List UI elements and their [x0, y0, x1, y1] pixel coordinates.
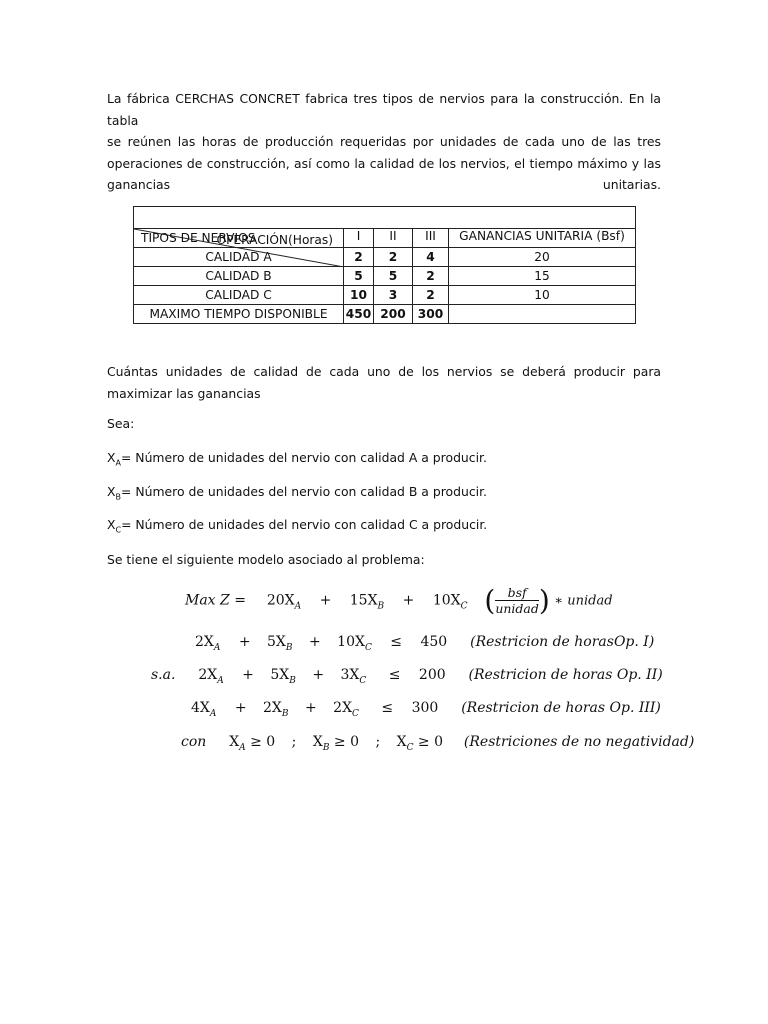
- var-sub: A: [239, 742, 246, 753]
- var-sub: C: [460, 601, 468, 612]
- constraint-note: (Restriciones de no negatividad): [463, 734, 695, 750]
- cell: 10: [449, 286, 636, 305]
- cell: 5: [344, 267, 374, 286]
- col-header-III: III: [413, 229, 449, 248]
- fraction-denominator: unidad: [495, 601, 539, 616]
- unit-tail: ∗ unidad: [554, 593, 613, 609]
- row-label: CALIDAD A: [134, 248, 344, 267]
- cell: 2: [374, 248, 413, 267]
- cell: 450: [344, 305, 374, 324]
- term: X: [396, 734, 407, 750]
- var-sub: A: [115, 458, 121, 468]
- table-title-row: [134, 207, 636, 229]
- col-header-II: II: [374, 229, 413, 248]
- production-table: [133, 206, 636, 324]
- var-sub: C: [359, 675, 367, 686]
- plus: +: [242, 667, 254, 683]
- separator: ;: [375, 734, 381, 750]
- cell: 2: [413, 286, 449, 305]
- definition-xc: [107, 517, 487, 534]
- var-sub: A: [213, 642, 221, 653]
- term: 10X: [432, 592, 461, 609]
- term: 15X: [349, 592, 378, 609]
- cell: 3: [374, 286, 413, 305]
- var-sub: C: [352, 708, 359, 719]
- geq-zero: ≥ 0: [333, 734, 359, 750]
- plus: +: [304, 700, 317, 716]
- constraint-note: (Restricion de horasOp. I): [470, 634, 655, 650]
- plus: +: [402, 592, 415, 609]
- table-corner-cell: [134, 229, 344, 248]
- term: 2X: [333, 700, 353, 716]
- leq: ≤: [390, 634, 403, 650]
- cell: 15: [449, 267, 636, 286]
- operations-header: OPERACIÓN(Horas): [216, 233, 333, 247]
- con-label: con: [181, 734, 207, 750]
- paren-open: (: [484, 584, 496, 617]
- term: 4X: [191, 700, 210, 716]
- row-label: CALIDAD B: [134, 267, 344, 286]
- var-sub: B: [281, 708, 289, 719]
- intro-word: unitarias.: [602, 177, 661, 192]
- constraint-note: (Restricion de horas Op. II): [468, 667, 663, 683]
- subject-to-label: s.a.: [151, 667, 176, 683]
- var-sub: A: [217, 675, 224, 686]
- cell: 4: [413, 248, 449, 267]
- geq-zero: ≥ 0: [250, 734, 276, 750]
- constraint-1: [195, 634, 654, 653]
- paren-close: ): [538, 584, 550, 617]
- var-sub: C: [364, 642, 372, 653]
- rhs: 300: [411, 700, 439, 716]
- cell: 2: [413, 267, 449, 286]
- var-sub: C: [115, 525, 122, 535]
- term: 5X: [270, 667, 290, 683]
- definition-xa: [107, 450, 487, 467]
- separator: ;: [291, 734, 297, 750]
- plus: +: [308, 634, 321, 650]
- constraint-3: [191, 700, 661, 719]
- intro-line: se reúnen las horas de producción requeridas por unidades de cada uno de las tres: [107, 134, 661, 149]
- objective-label: Max Z =: [185, 592, 246, 609]
- constraint-note: (Restricion de horas Op. III): [461, 700, 661, 716]
- row-label: CALIDAD C: [134, 286, 344, 305]
- rhs: 450: [420, 634, 448, 650]
- intro-line: [107, 174, 661, 196]
- plus: +: [319, 592, 332, 609]
- var-sub: B: [285, 642, 293, 653]
- fraction-numerator: bsf: [495, 585, 539, 601]
- table-max-row: [134, 305, 636, 324]
- term: 2X: [263, 700, 282, 716]
- table-row: [134, 286, 636, 305]
- cell: 200: [374, 305, 413, 324]
- sea-label: Sea:: [107, 416, 135, 431]
- definition-xb: [107, 484, 487, 501]
- col-header-I: I: [344, 229, 374, 248]
- definition-text: = Número de unidades del nervio con calidad C a producir.: [121, 517, 488, 532]
- var-x: X: [107, 517, 116, 532]
- var-sub: B: [322, 742, 330, 753]
- var-sub: B: [115, 492, 121, 502]
- term: 2X: [195, 634, 214, 650]
- geq-zero: ≥ 0: [417, 734, 444, 750]
- definition-text: = Número de unidades del nervio con calidad B a producir.: [121, 484, 487, 499]
- var-x: X: [107, 450, 116, 465]
- cell: [449, 305, 636, 324]
- plus: +: [238, 634, 251, 650]
- cell: 5: [374, 267, 413, 286]
- leq: ≤: [388, 667, 401, 683]
- intro-line: operaciones de construcción, así como la calidad de los nervios, el tiempo máximo y las: [107, 155, 661, 171]
- var-x: X: [107, 484, 116, 499]
- term: X: [229, 734, 240, 750]
- term: 2X: [198, 667, 218, 683]
- term: 10X: [337, 634, 365, 650]
- unit-fraction: [495, 585, 539, 616]
- nerve-types-header: TIPOS DE NERVIOS: [141, 231, 256, 245]
- rhs: 200: [418, 667, 446, 683]
- question-line: Cuántas unidades de calidad de cada uno de los nervios se deberá producir para: [107, 364, 661, 379]
- cell: 300: [413, 305, 449, 324]
- term: 20X: [266, 592, 295, 609]
- var-sub: B: [377, 601, 385, 612]
- table-row: [134, 267, 636, 286]
- term: X: [312, 734, 323, 750]
- intro-word: ganancias: [107, 177, 171, 192]
- col-header-gain: GANANCIAS UNITARIA (Bsf): [449, 229, 636, 248]
- model-intro: Se tiene el siguiente modelo asociado al problema:: [107, 552, 425, 567]
- var-sub: B: [289, 675, 296, 686]
- var-sub: A: [209, 708, 217, 719]
- cell: 2: [344, 248, 374, 267]
- non-negativity: [181, 734, 694, 753]
- cell: 20: [449, 248, 636, 267]
- var-sub: A: [294, 601, 302, 612]
- intro-line: La fábrica CERCHAS CONCRET fabrica tres tipos de nervios para la construcción. En la tabla: [107, 91, 661, 128]
- term: 5X: [267, 634, 286, 650]
- intro-paragraph: [107, 88, 661, 196]
- row-label: MAXIMO TIEMPO DISPONIBLE: [134, 305, 344, 324]
- question-line: maximizar las ganancias: [107, 385, 261, 401]
- definition-text: = Número de unidades del nervio con calidad A a producir.: [120, 450, 487, 465]
- term: 3X: [340, 667, 360, 683]
- objective-function: [185, 584, 613, 617]
- var-sub: C: [406, 742, 414, 753]
- plus: +: [312, 667, 325, 683]
- question-paragraph: [107, 361, 661, 404]
- leq: ≤: [381, 700, 394, 716]
- plus: +: [234, 700, 247, 716]
- table-header-row: [134, 229, 636, 248]
- constraint-2: [151, 667, 663, 686]
- cell: 10: [344, 286, 374, 305]
